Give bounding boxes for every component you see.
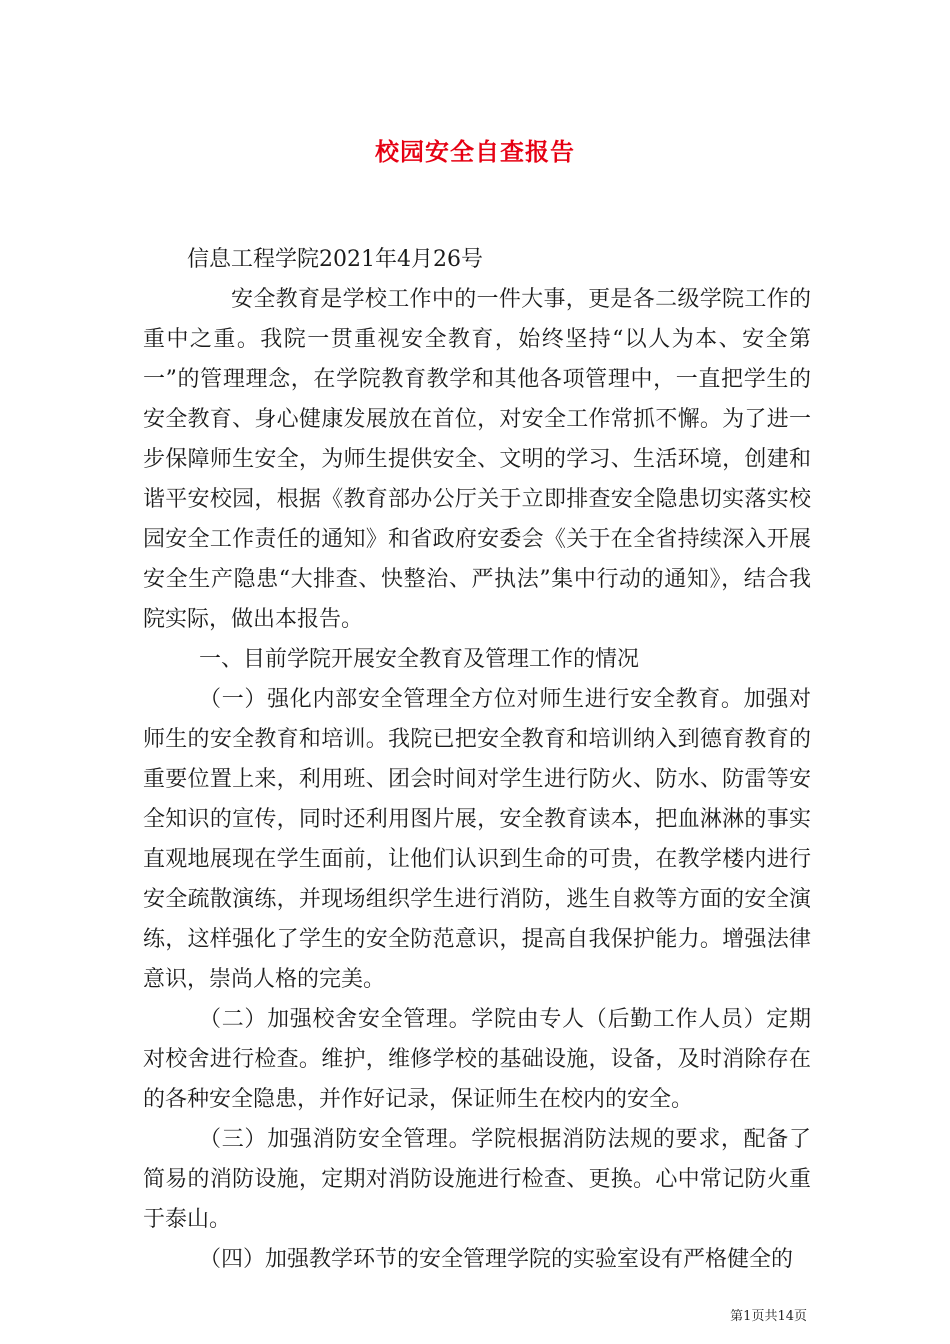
paragraph-1: （一）强化内部安全管理全方位对师生进行安全教育。加强对师生的安全教育和培训。我院已把安全教育和培训纳入到德育教育的重要位置上来，利用班、团会时间对学生进行防火、防水、防雷等安全知识的宣传，同时还利用图片展，安全教育读本，把血淋淋的事实直观地展现在学生面前，让他们认识到生命的可贵，在教学楼内进行安全疏散演练，并现场组织学生进行消防，逃生自救等方面的安全演练，这样强化了学生的安全防范意识，提高自我保护能力。增强法律意识，崇尚人格的完美。 [143,687,811,992]
intro-paragraph: 安全教育是学校工作中的一件大事，更是各二级学院工作的重中之重。我院一贯重视安全教育，始终坚持“以人为本、安全第一”的管理理念，在学院教育教学和其他各项管理中，一直把学生的安全教育、身心健康发展放在首位，对安全工作常抓不懈。为了进一步保障师生安全，为师生提供安全、文明的学习、生活环境，创建和谐平安校园，根据《教育部办公厅关于立即排查安全隐患切实落实校园安全工作责任的通知》和省政府安委会《关于在全省持续深入开展安全生产隐患“大排查、快整治、严执法”集中行动的通知》，结合我院实际，做出本报告。 [143,287,811,632]
document-title: 校园安全自查报告 [375,137,575,166]
paragraph-3: （三）加强消防安全管理。学院根据消防法规的要求，配备了简易的消防设施，定期对消防设施进行检查、更换。心中常记防火重于泰山。 [143,1127,811,1232]
paragraph-2: （二）加强校舍安全管理。学院由专人（后勤工作人员）定期对校舍进行检查。维护，维修学校的基础设施，设备，及时消除存在的各种安全隐患，并作好记录，保证师生在校内的安全。 [143,1007,811,1112]
page-number: 第1页共14页 [730,1309,807,1324]
date-line: 信息工程学院2021年4月26号 [187,247,483,272]
paragraph-4: （四）加强教学环节的安全管理学院的实验室设有严格健全的 [199,1247,794,1272]
document-body [143,240,811,1280]
section-heading: 一、目前学院开展安全教育及管理工作的情况 [199,647,640,672]
